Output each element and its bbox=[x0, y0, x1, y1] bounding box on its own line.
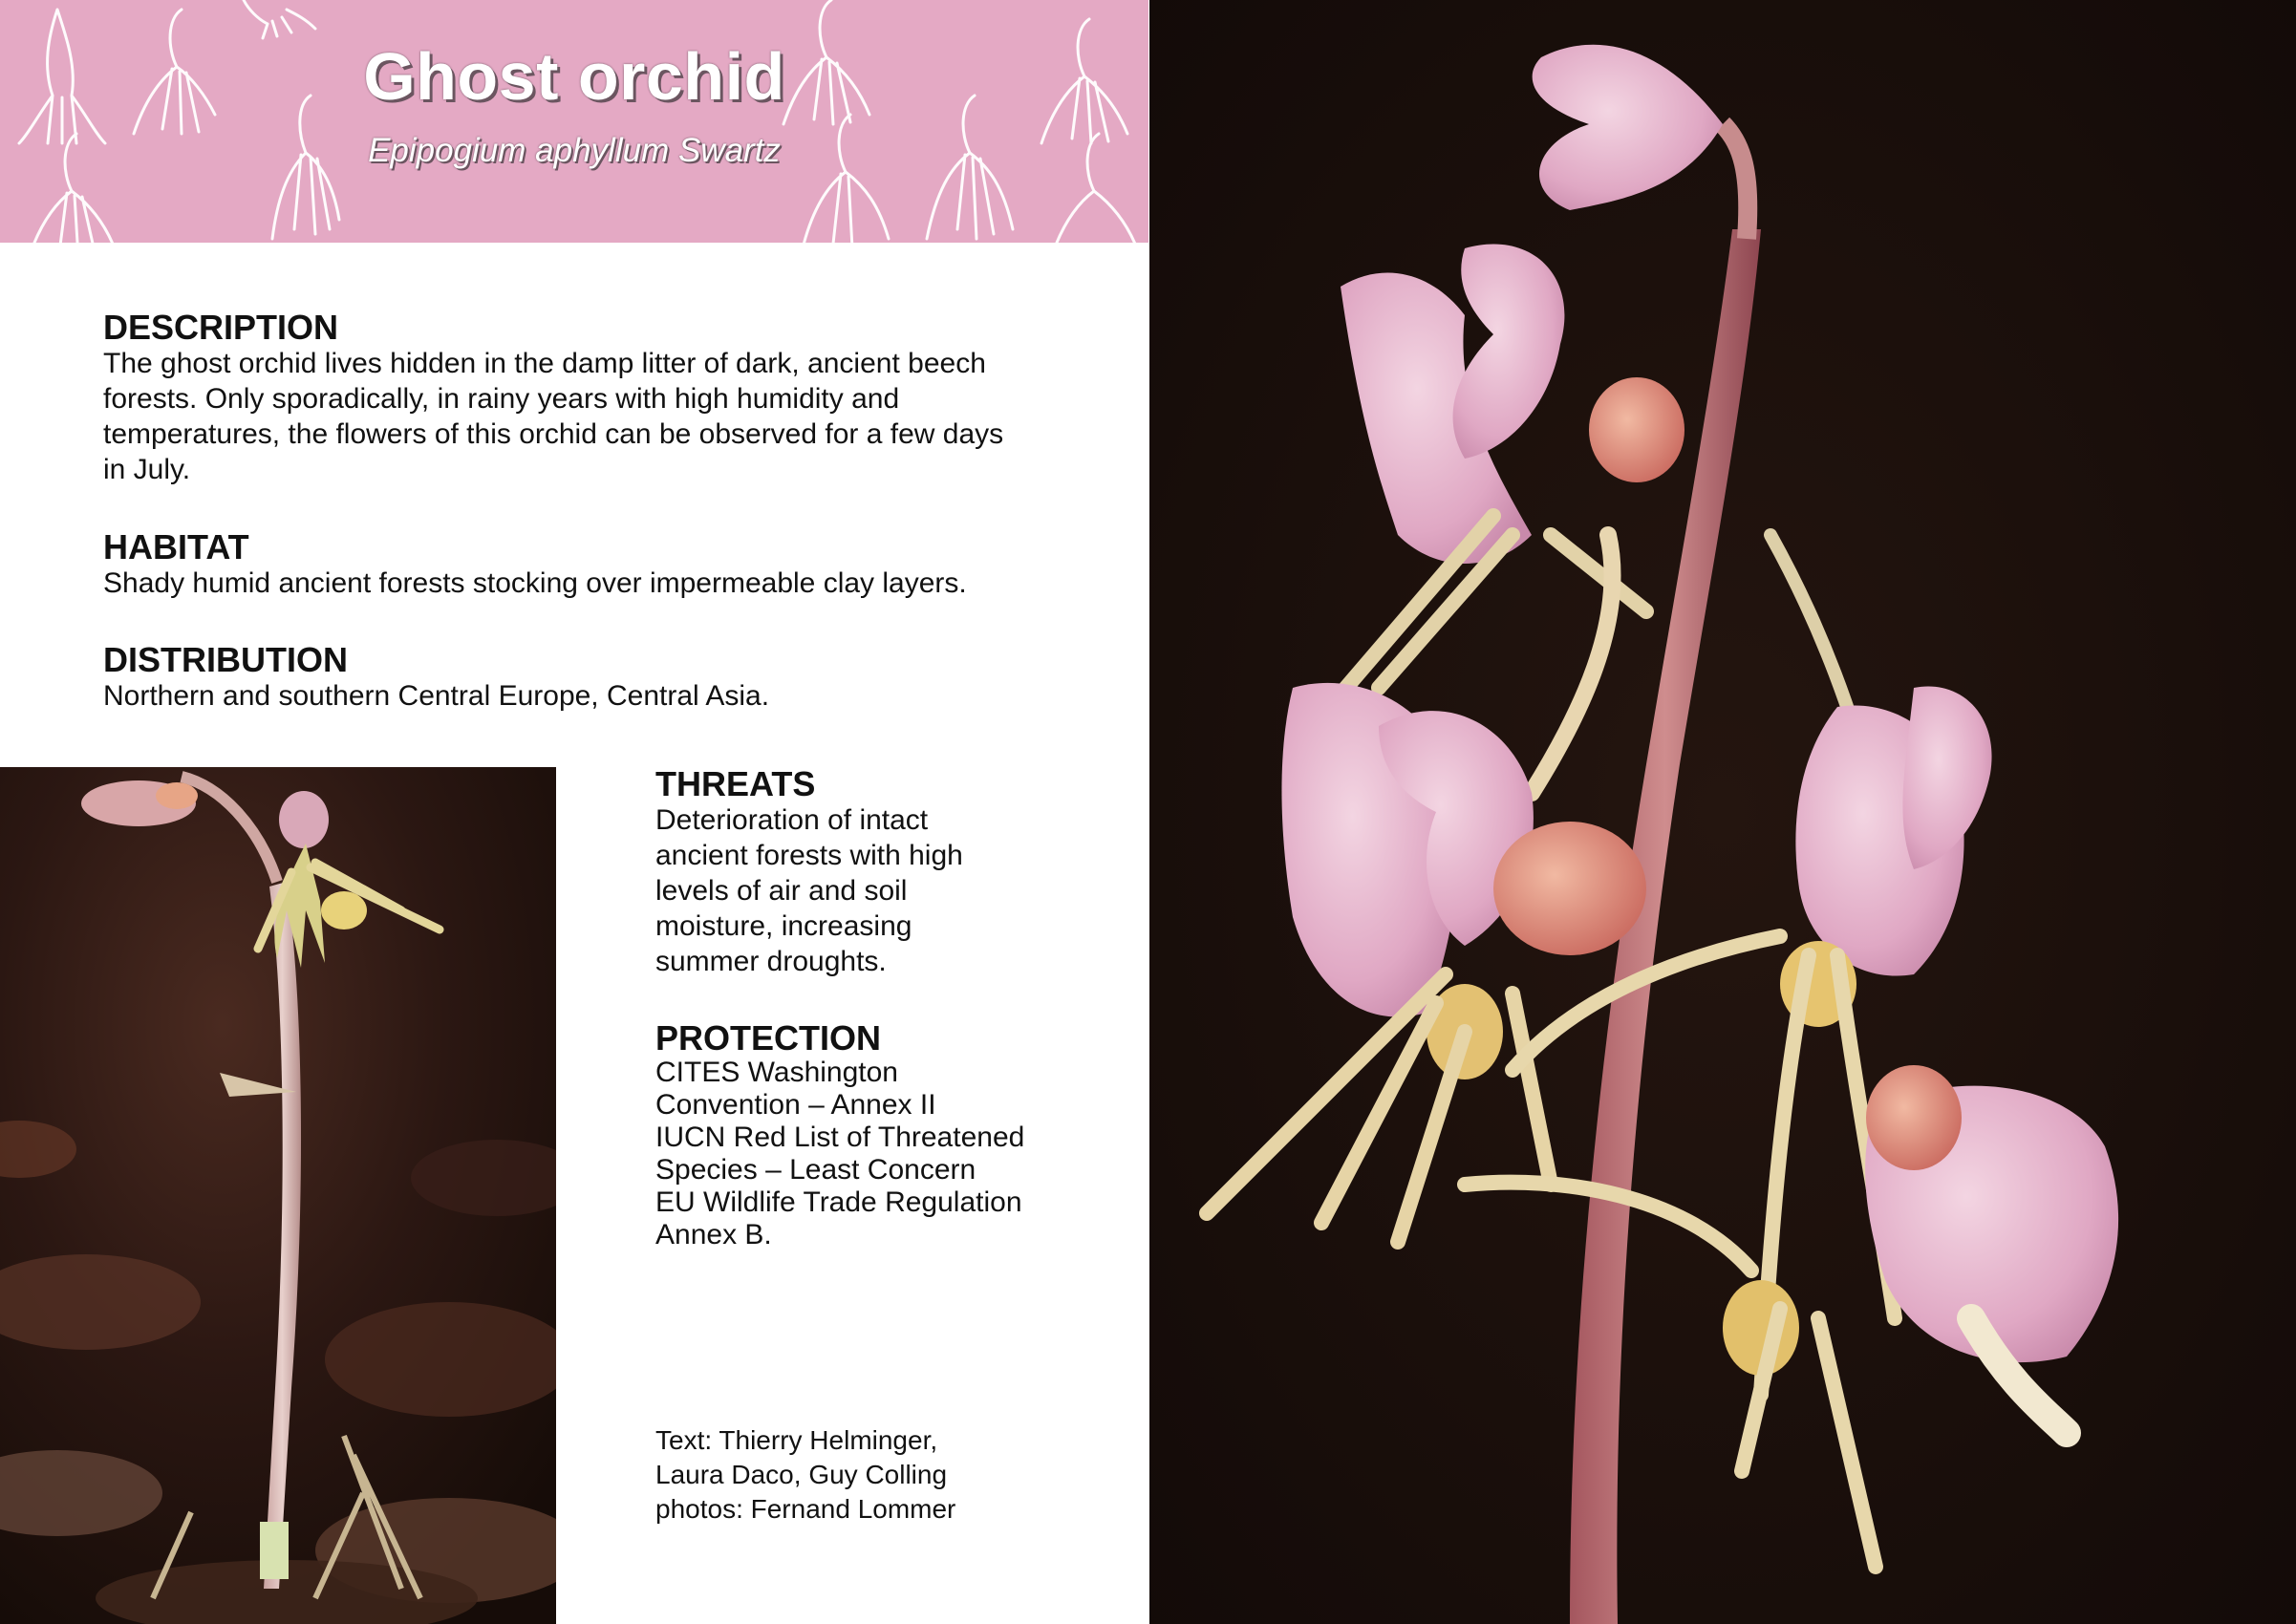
credits-line: photos: Fernand Lommer bbox=[655, 1494, 956, 1524]
protection-line: CITES Washington bbox=[655, 1057, 898, 1088]
threats-heading: THREATS bbox=[655, 764, 816, 803]
description-heading: DESCRIPTION bbox=[103, 308, 339, 347]
habitat-text: Shady humid ancient forests stocking over impermeable clay layers. bbox=[103, 567, 967, 599]
description-text bbox=[103, 346, 1003, 487]
protection-line: Convention – Annex II bbox=[655, 1089, 936, 1121]
protection-heading: PROTECTION bbox=[655, 1018, 882, 1058]
credits bbox=[655, 1423, 955, 1527]
distribution-text: Northern and southern Central Europe, Central Asia. bbox=[103, 680, 770, 712]
protection-line: IUCN Red List of Threatened bbox=[655, 1122, 1025, 1153]
scientific-name: Epipogium aphyllum Swartz bbox=[368, 132, 781, 169]
description-line: forests. Only sporadically, in rainy years with high humidity and bbox=[103, 383, 900, 415]
orchid-photo-whole-plant bbox=[0, 767, 556, 1624]
threats-line: ancient forests with high bbox=[655, 840, 963, 871]
protection-text bbox=[655, 1057, 1024, 1251]
credits-line: Text: Thierry Helminger, bbox=[655, 1425, 938, 1455]
credits-line: Laura Daco, Guy Colling bbox=[655, 1460, 948, 1489]
page-title: Ghost orchid bbox=[363, 39, 785, 114]
orchid-whole-plant-image bbox=[0, 767, 556, 1624]
threats-line: Deterioration of intact bbox=[655, 804, 929, 836]
orchid-pattern-icon bbox=[0, 0, 1148, 243]
threats-text bbox=[655, 802, 963, 979]
habitat-heading: HABITAT bbox=[103, 527, 249, 566]
orchid-photo-closeup bbox=[1149, 0, 2296, 1624]
threats-line: moisture, increasing bbox=[655, 910, 912, 942]
threats-line: summer droughts. bbox=[655, 946, 887, 977]
description-line: in July. bbox=[103, 454, 191, 485]
title-banner bbox=[0, 0, 1148, 243]
orchid-flower-closeup-image bbox=[1149, 0, 2296, 1624]
protection-line: Annex B. bbox=[655, 1219, 772, 1250]
description-line: The ghost orchid lives hidden in the damp litter of dark, ancient beech bbox=[103, 348, 986, 379]
protection-line: EU Wildlife Trade Regulation bbox=[655, 1186, 1022, 1218]
threats-line: levels of air and soil bbox=[655, 875, 908, 907]
protection-line: Species – Least Concern bbox=[655, 1154, 976, 1186]
distribution-heading: DISTRIBUTION bbox=[103, 640, 348, 679]
description-line: temperatures, the flowers of this orchid can be observed for a few days bbox=[103, 418, 1004, 450]
